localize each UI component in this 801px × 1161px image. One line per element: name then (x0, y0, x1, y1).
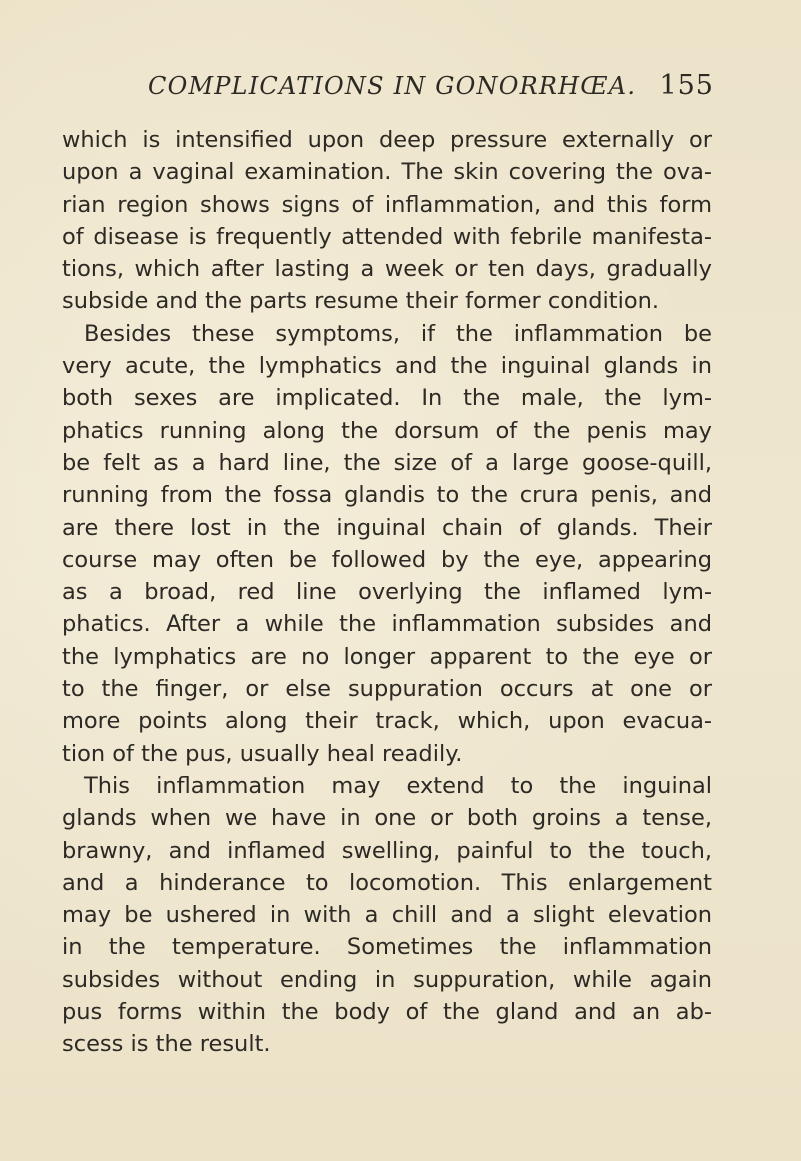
page-number: 155 (659, 70, 714, 101)
page-header (148, 68, 714, 112)
text-line: course may often be followed by the eye, appearing (62, 546, 712, 573)
text-line: glands when we have in one or both groins a tense, (62, 805, 712, 832)
text-line: running from the fossa glandis to the crura penis, and (62, 482, 712, 509)
text-line: the lymphatics are no longer apparent to the eye or (62, 643, 712, 670)
text-line: be felt as a hard line, the size of a large goose-quill, (62, 449, 712, 476)
text-line: in the temperature. Sometimes the inflammation (62, 934, 712, 961)
text-line: Besides these symptoms, if the inflammation be (84, 320, 712, 347)
text-line: are there lost in the inguinal chain of glands. Their (62, 514, 712, 541)
text-line: subside and the parts resume their former condition. (62, 288, 660, 315)
text-line: tions, which after lasting a week or ten days, gradually (62, 256, 712, 283)
text-line: phatics. After a while the inflammation subsides and (62, 611, 712, 638)
text-line: phatics running along the dorsum of the penis may (62, 417, 712, 444)
text-line: as a broad, red line overlying the inflamed lym- (62, 579, 712, 606)
text-line: and a hinderance to locomotion. This enlargement (62, 869, 712, 896)
text-line: more points along their track, which, upon evacua- (62, 708, 712, 735)
text-line: very acute, the lymphatics and the inguinal glands in (62, 353, 712, 380)
text-line: brawny, and inflamed swelling, painful to the touch, (62, 837, 712, 864)
text-line: subsides without ending in suppuration, while again (62, 966, 712, 993)
text-line: may be ushered in with a chill and a slight elevation (62, 902, 712, 929)
text-line: scess is the result. (62, 1031, 271, 1058)
text-line: to the finger, or else suppuration occurs at one or (62, 676, 712, 703)
text-line: of disease is frequently attended with febrile manifesta- (62, 223, 712, 250)
body-text (62, 124, 712, 1061)
text-line: rian region shows signs of inflammation, and this form (62, 191, 712, 218)
text-line: upon a vaginal examination. The skin covering the ova- (62, 159, 712, 186)
running-title: COMPLICATIONS IN GONORRHŒA. (148, 72, 637, 100)
text-line: This inflammation may extend to the inguinal (84, 772, 712, 799)
text-line: pus forms within the body of the gland and an ab- (62, 999, 712, 1026)
text-line: both sexes are implicated. In the male, the lym- (62, 385, 712, 412)
text-line: which is intensified upon deep pressure externally or (62, 127, 712, 153)
text-line: tion of the pus, usually heal readily. (62, 740, 463, 767)
